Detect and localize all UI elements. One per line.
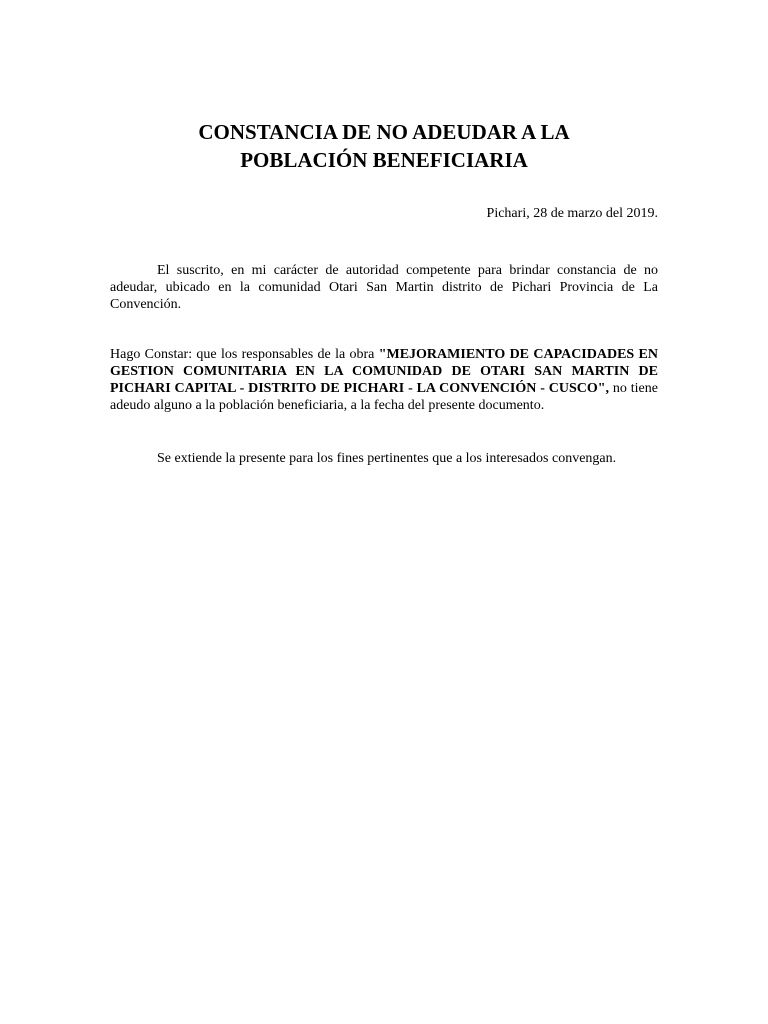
title-line-2: POBLACIÓN BENEFICIARIA — [240, 148, 528, 172]
document-title — [110, 118, 658, 174]
project-name: "MEJORAMIENTO DE CAPACIDADES EN GESTION COMUNITARIA EN LA COMUNIDAD DE OTARI SAN MARTIN DE PICHARI CAPITAL - DISTRITO DE PICHARI - LA CONVENCIÓN - CUSCO", — [110, 347, 658, 396]
title-line-1: CONSTANCIA DE NO ADEUDAR A LA — [198, 120, 570, 144]
paragraph-closing: Se extiende la presente para los fines pertinentes que a los interesados convengan. — [157, 451, 617, 466]
paragraph-certification — [110, 346, 658, 414]
certification-prefix: Hago Constar: que los responsables de la obra — [110, 347, 379, 362]
paragraph-declarant: El suscrito, en mi carácter de autoridad competente para brindar constancia de no adeudar, ubicado en la comunidad Otari San Martin distrito de Pichari Provincia de La Convención. — [110, 263, 658, 312]
certification-suffix: no tiene adeudo alguno a la población beneficiaria, a la fecha del presente documento. — [110, 381, 658, 413]
document-date: Pichari, 28 de marzo del 2019. — [486, 206, 658, 221]
